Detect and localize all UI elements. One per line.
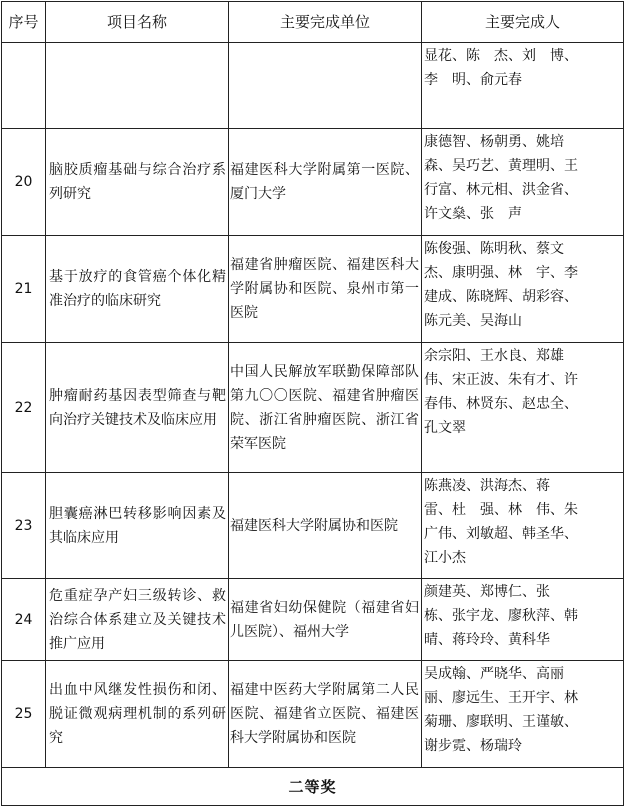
table-row (2, 579, 624, 661)
cell-people: 陈燕凌、洪海杰、蒋 雷、杜 强、林 伟、朱 广伟、刘敏超、韩圣华、 江小杰 (422, 473, 624, 579)
cell-no: 23 (2, 473, 46, 579)
cell-unit: 福建医科大学附属第一医院、厦门大学 (229, 129, 422, 236)
cell-project-name: 危重症孕产妇三级转诊、救治综合体系建立及关键技术推广应用 (46, 579, 229, 661)
cell-no: 21 (2, 236, 46, 343)
cell-project-name: 胆囊癌淋巴转移影响因素及其临床应用 (46, 473, 229, 579)
cell-people: 吴成翰、严晓华、高丽 丽、廖远生、王开宇、林 菊珊、廖联明、王谨敏、 谢步霓、杨瑞玲 (422, 661, 624, 768)
header-people: 主要完成人 (422, 2, 624, 43)
cell-project-name: 肿瘤耐药基因表型筛查与靶向治疗关键技术及临床应用 (46, 343, 229, 473)
cell-people: 康德智、杨朝勇、姚培 森、吴巧艺、黄理明、王 行富、林元相、洪金省、 许文燊、张 声 (422, 129, 624, 236)
cell-no: 20 (2, 129, 46, 236)
table-row-continued (2, 43, 624, 129)
cell-people: 余宗阳、王水良、郑雄 伟、宋正波、朱有才、许 春伟、林贤东、赵忠全、 孔文翠 (422, 343, 624, 473)
cell-no: 25 (2, 661, 46, 768)
award-level-row (2, 768, 624, 806)
award-level-label: 二等奖 (2, 768, 624, 806)
table-row (2, 473, 624, 579)
cell-no: 24 (2, 579, 46, 661)
cell-people: 陈俊强、陈明秋、蔡文 杰、康明强、林 宇、李 建成、陈晓辉、胡彩容、 陈元美、吴海山 (422, 236, 624, 343)
header-row (2, 2, 624, 43)
cell-no (2, 43, 46, 129)
cell-project-name: 脑胶质瘤基础与综合治疗系列研究 (46, 129, 229, 236)
cell-people: 颜建英、郑博仁、张 栋、张宇龙、廖秋萍、韩 晴、蒋玲玲、黄科华 (422, 579, 624, 661)
table-row (2, 661, 624, 768)
cell-people: 显花、陈 杰、刘 博、 李 明、俞元春 (422, 43, 624, 129)
cell-unit: 福建省肿瘤医院、福建医科大学附属协和医院、泉州市第一医院 (229, 236, 422, 343)
header-project-name: 项目名称 (46, 2, 229, 43)
table-row (2, 129, 624, 236)
cell-no: 22 (2, 343, 46, 473)
cell-unit: 中国人民解放军联勤保障部队第九〇〇医院、福建省肿瘤医院、浙江省肿瘤医院、浙江省荣军医院 (229, 343, 422, 473)
cell-unit (229, 43, 422, 129)
awards-table (1, 1, 624, 806)
cell-unit: 福建省妇幼保健院（福建省妇儿医院）、福州大学 (229, 579, 422, 661)
cell-project-name (46, 43, 229, 129)
header-unit: 主要完成单位 (229, 2, 422, 43)
table-row (2, 236, 624, 343)
cell-unit: 福建中医药大学附属第二人民医院、福建省立医院、福建医科大学附属协和医院 (229, 661, 422, 768)
cell-project-name: 基于放疗的食管癌个体化精准治疗的临床研究 (46, 236, 229, 343)
table-row (2, 343, 624, 473)
cell-project-name: 出血中风继发性损伤和闭、脱证微观病理机制的系列研究 (46, 661, 229, 768)
cell-unit: 福建医科大学附属协和医院 (229, 473, 422, 579)
header-no: 序号 (2, 2, 46, 43)
